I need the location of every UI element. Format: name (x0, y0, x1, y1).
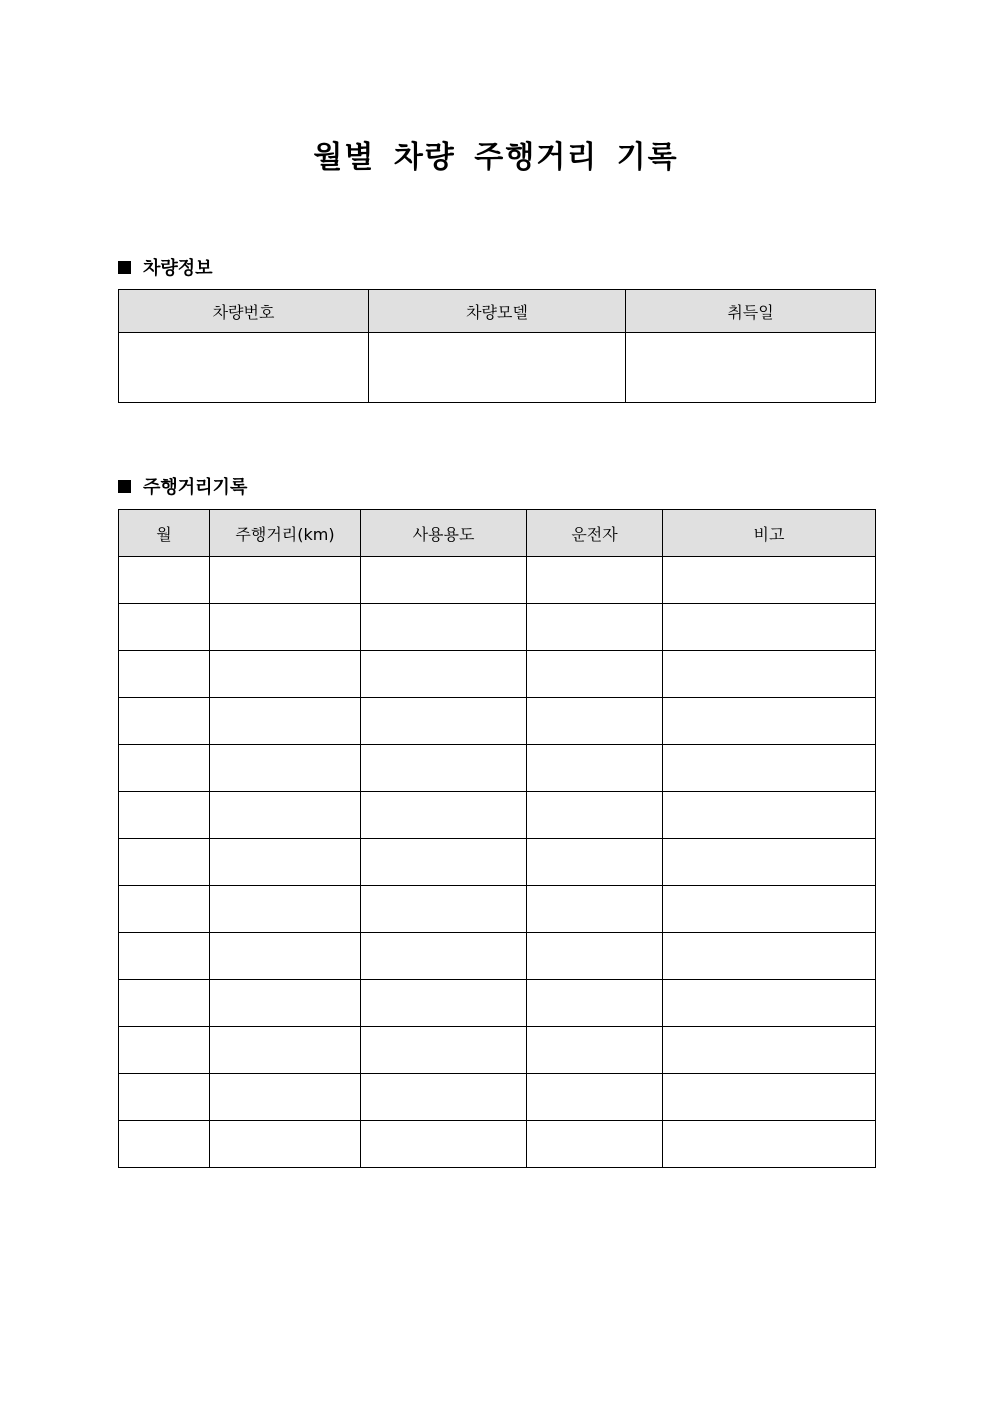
table-row (119, 604, 876, 651)
mileage-cell[interactable] (210, 886, 361, 933)
mileage-cell[interactable] (210, 1027, 361, 1074)
remarks-cell[interactable] (663, 886, 876, 933)
driver-cell[interactable] (527, 933, 663, 980)
purpose-cell[interactable] (361, 933, 527, 980)
driver-cell[interactable] (527, 1027, 663, 1074)
acquisition-date-cell[interactable] (626, 333, 876, 403)
table-row (119, 1027, 876, 1074)
driver-cell[interactable] (527, 839, 663, 886)
month-cell[interactable] (119, 1027, 210, 1074)
vehicle-model-cell[interactable] (369, 333, 626, 403)
month-cell[interactable] (119, 839, 210, 886)
mileage-cell[interactable] (210, 1074, 361, 1121)
table-row (119, 1074, 876, 1121)
table-row (119, 557, 876, 604)
document-title: 월별 차량 주행거리 기록 (313, 140, 679, 175)
driver-header: 운전자 (527, 510, 663, 557)
table-row (119, 839, 876, 886)
month-cell[interactable] (119, 886, 210, 933)
purpose-cell[interactable] (361, 1074, 527, 1121)
month-cell[interactable] (119, 604, 210, 651)
mileage-log-heading (118, 473, 247, 499)
remarks-cell[interactable] (663, 698, 876, 745)
month-cell[interactable] (119, 745, 210, 792)
month-cell[interactable] (119, 651, 210, 698)
mileage-header: 주행거리(km) (210, 510, 361, 557)
mileage-cell[interactable] (210, 839, 361, 886)
remarks-header: 비고 (663, 510, 876, 557)
table-row (119, 1121, 876, 1168)
mileage-log-table (118, 509, 876, 1168)
vehicle-info-heading-label: 차량정보 (143, 258, 213, 279)
month-cell[interactable] (119, 1074, 210, 1121)
purpose-cell[interactable] (361, 745, 527, 792)
table-row (119, 333, 876, 403)
remarks-cell[interactable] (663, 933, 876, 980)
mileage-cell[interactable] (210, 745, 361, 792)
remarks-cell[interactable] (663, 980, 876, 1027)
remarks-cell[interactable] (663, 1121, 876, 1168)
vehicle-info-header-row (119, 290, 876, 333)
driver-cell[interactable] (527, 698, 663, 745)
purpose-cell[interactable] (361, 651, 527, 698)
vehicle-number-cell[interactable] (119, 333, 369, 403)
vehicle-number-header: 차량번호 (119, 290, 369, 333)
table-row (119, 651, 876, 698)
purpose-cell[interactable] (361, 839, 527, 886)
driver-cell[interactable] (527, 1121, 663, 1168)
table-row (119, 745, 876, 792)
purpose-cell[interactable] (361, 886, 527, 933)
month-cell[interactable] (119, 698, 210, 745)
month-cell[interactable] (119, 980, 210, 1027)
vehicle-model-header: 차량모델 (369, 290, 626, 333)
driver-cell[interactable] (527, 604, 663, 651)
remarks-cell[interactable] (663, 1074, 876, 1121)
purpose-cell[interactable] (361, 792, 527, 839)
month-cell[interactable] (119, 1121, 210, 1168)
purpose-cell[interactable] (361, 604, 527, 651)
table-row (119, 933, 876, 980)
mileage-cell[interactable] (210, 651, 361, 698)
driver-cell[interactable] (527, 980, 663, 1027)
month-header: 월 (119, 510, 210, 557)
mileage-cell[interactable] (210, 557, 361, 604)
driver-cell[interactable] (527, 1074, 663, 1121)
remarks-cell[interactable] (663, 604, 876, 651)
driver-cell[interactable] (527, 792, 663, 839)
table-row (119, 980, 876, 1027)
purpose-header: 사용용도 (361, 510, 527, 557)
remarks-cell[interactable] (663, 1027, 876, 1074)
vehicle-info-heading (118, 254, 213, 280)
month-cell[interactable] (119, 557, 210, 604)
mileage-log-header-row (119, 510, 876, 557)
mileage-cell[interactable] (210, 604, 361, 651)
purpose-cell[interactable] (361, 698, 527, 745)
remarks-cell[interactable] (663, 557, 876, 604)
mileage-cell[interactable] (210, 1121, 361, 1168)
table-row (119, 698, 876, 745)
vehicle-info-table (118, 289, 876, 403)
remarks-cell[interactable] (663, 651, 876, 698)
purpose-cell[interactable] (361, 1121, 527, 1168)
square-bullet-icon (118, 480, 131, 493)
mileage-cell[interactable] (210, 792, 361, 839)
table-row (119, 792, 876, 839)
month-cell[interactable] (119, 792, 210, 839)
purpose-cell[interactable] (361, 1027, 527, 1074)
driver-cell[interactable] (527, 557, 663, 604)
square-bullet-icon (118, 261, 131, 274)
acquisition-date-header: 취득일 (626, 290, 876, 333)
mileage-cell[interactable] (210, 980, 361, 1027)
table-row (119, 886, 876, 933)
mileage-log-heading-label: 주행거리기록 (143, 477, 248, 498)
month-cell[interactable] (119, 933, 210, 980)
purpose-cell[interactable] (361, 980, 527, 1027)
driver-cell[interactable] (527, 886, 663, 933)
remarks-cell[interactable] (663, 839, 876, 886)
mileage-cell[interactable] (210, 933, 361, 980)
remarks-cell[interactable] (663, 745, 876, 792)
driver-cell[interactable] (527, 745, 663, 792)
mileage-cell[interactable] (210, 698, 361, 745)
purpose-cell[interactable] (361, 557, 527, 604)
remarks-cell[interactable] (663, 792, 876, 839)
driver-cell[interactable] (527, 651, 663, 698)
